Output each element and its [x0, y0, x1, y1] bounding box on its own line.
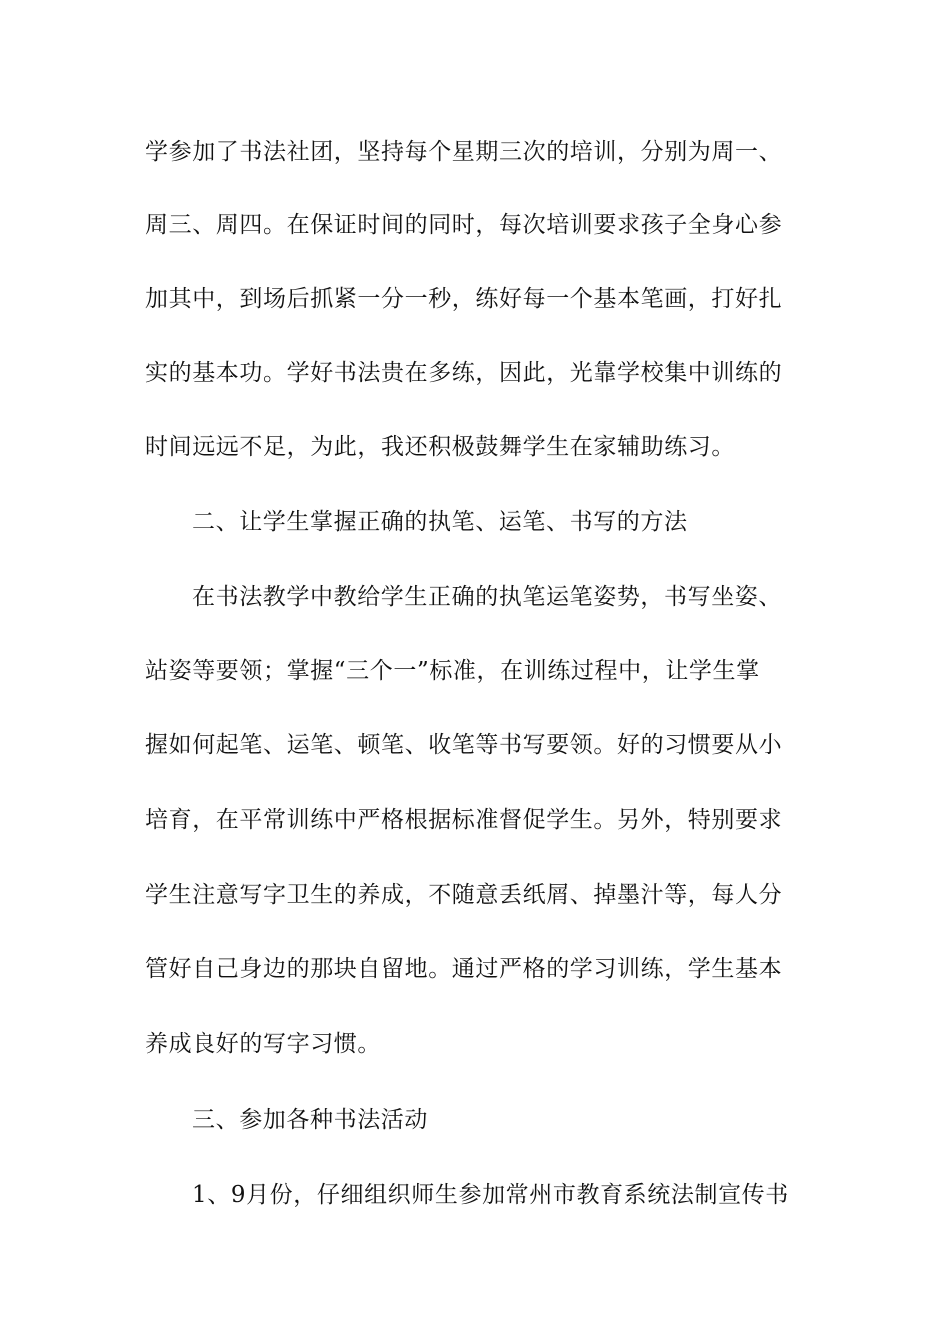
paragraph-line: 培育，在平常训练中严格根据标准督促学生。另外，特别要求 — [145, 807, 783, 833]
paragraph-line: 养成良好的写字习惯。 — [145, 1031, 381, 1057]
section-heading: 三、参加各种书法活动 — [192, 1107, 428, 1133]
paragraph-line: 1、9月份，仔细组织师生参加常州市教育系统法制宣传书 — [192, 1182, 789, 1208]
paragraph-line: 在书法教学中教给学生正确的执笔运笔姿势，书写坐姿、 — [192, 584, 782, 610]
paragraph-line: 握如何起笔、运笔、顿笔、收笔等书写要领。好的习惯要从小 — [145, 732, 783, 758]
paragraph-line: 周三、周四。在保证时间的同时，每次培训要求孩子全身心参 — [145, 212, 783, 238]
paragraph-line: 实的基本功。学好书法贵在多练，因此，光靠学校集中训练的 — [145, 360, 783, 386]
section-heading: 二、让学生掌握正确的执笔、运笔、书写的方法 — [192, 509, 688, 535]
paragraph-line: 学生注意写字卫生的养成，不随意丢纸屑、掉墨汁等，每人分 — [145, 882, 783, 908]
paragraph-line: 站姿等要领；掌握“三个一”标准，在训练过程中，让学生掌 — [145, 658, 760, 684]
paragraph-line: 加其中，到场后抓紧一分一秒，练好每一个基本笔画，打好扎 — [145, 286, 783, 312]
paragraph-line: 学参加了书法社团，坚持每个星期三次的培训，分别为周一、 — [145, 139, 783, 165]
paragraph-line: 管好自己身边的那块自留地。通过严格的学习训练，学生基本 — [145, 956, 783, 982]
paragraph-line: 时间远远不足，为此，我还积极鼓舞学生在家辅助练习。 — [145, 434, 735, 460]
